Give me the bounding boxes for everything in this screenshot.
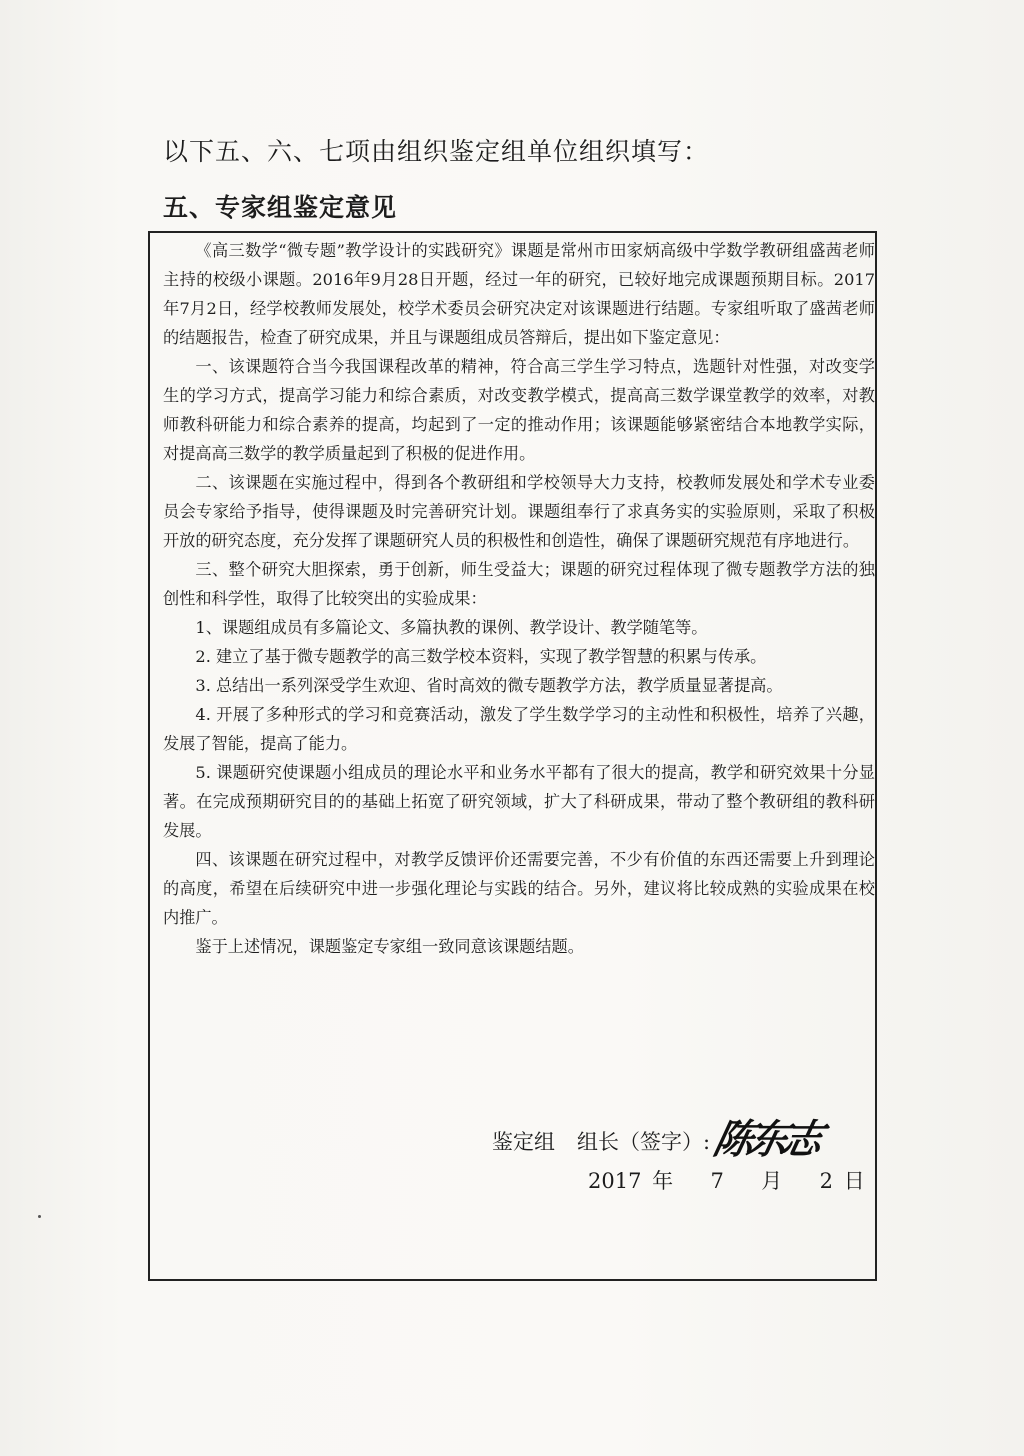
leader-label: 组长（签字）: [577,1129,711,1154]
opinion-paragraph: 四、该课题在研究过程中，对教学反馈评价还需要完善，不少有价值的东西还需要上升到理论的高度，希望在后续研究中进一步强化理论与实践的结合。另外，建议将比较成熟的实验成果在校内推广。 [163,850,875,927]
achievement-item: 5. 课题研究使课题小组成员的理论水平和业务水平都有了很大的提高，教学和研究效果十分显著。在完成预期研究目的的基础上拓宽了研究领域，扩大了科研成果，带动了整个教研组的教科研发展。 [163,763,875,840]
achievement-item: 3. 总结出一系列深受学生欢迎、省时高效的微专题教学方法，教学质量显著提高。 [195,676,783,695]
date-day-unit: 日 [843,1169,865,1193]
opinion-paragraph: 一、该课题符合当今我国课程改革的精神，符合高三学生学习特点，选题针对性强，对改变学生的学习方式，提高学习能力和综合素质，对改变教学模式，提高高三数学课堂教学的效率，对教师教科研能力和综合素养的提高，均起到了一定的推动作用；该课题能够紧密结合本地教学实际，对提高高三数学的教学质量起到了积极的促进作用。 [163,357,875,463]
conclusion-paragraph: 鉴于上述情况，课题鉴定专家组一致同意该课题结题。 [195,937,584,956]
section-heading: 五、专家组鉴定意见 [163,193,398,222]
achievement-item: 2. 建立了基于微专题教学的高三数学校本资料，实现了教学智慧的积累与传承。 [195,647,767,666]
opinion-paragraph: 《高三数学“微专题”教学设计的实践研究》课题是常州市田家炳高级中学数学教研组盛茜老师主持的校级小课题。2016年9月28日开题，经过一年的研究，已较好地完成课题预期目标。2017年7月2日，经学校教师发展处，校学术委员会研究决定对该课题进行结题。专家组听取了盛茜老师的结题报告，检查了研究成果，并且与课题组成员答辩后，提出如下鉴定意见： [163,241,875,347]
date-month: 7 [710,1169,724,1193]
date-year: 2017 [588,1169,642,1193]
date-year-unit: 年 [652,1169,674,1193]
achievement-item: 4. 开展了多种形式的学习和竞赛活动，激发了学生数学学习的主动性和积极性，培养了兴趣，发展了智能，提高了能力。 [163,705,875,753]
opinion-paragraph: 三、整个研究大胆探索，勇于创新，师生受益大；课题的研究过程体现了微专题教学方法的独创性和科学性，取得了比较突出的实验成果： [163,560,875,608]
group-label: 鉴定组 [492,1129,555,1154]
signature-line [492,1112,822,1169]
date-month-unit: 月 [761,1169,783,1193]
handwritten-signature: 陈东志 [709,1117,822,1163]
opinion-body [163,236,875,961]
achievement-item: 1、课题组成员有多篇论文、多篇执教的课例、教学设计、教学随笔等。 [195,618,708,637]
opinion-paragraph: 二、该课题在实施过程中，得到各个教研组和学校领导大力支持，校教师发展处和学术专业委员会专家给予指导，使得课题及时完善研究计划。课题组奉行了求真务实的实验原则，采取了积极开放的研究态度，充分发挥了课题研究人员的积极性和创造性，确保了课题研究规范有序地进行。 [163,473,875,550]
intro-instruction: 以下五、六、七项由组织鉴定组单位组织填写： [163,137,710,166]
date-line [588,1165,869,1195]
paper-speck [38,1215,41,1218]
date-day: 2 [819,1169,834,1193]
